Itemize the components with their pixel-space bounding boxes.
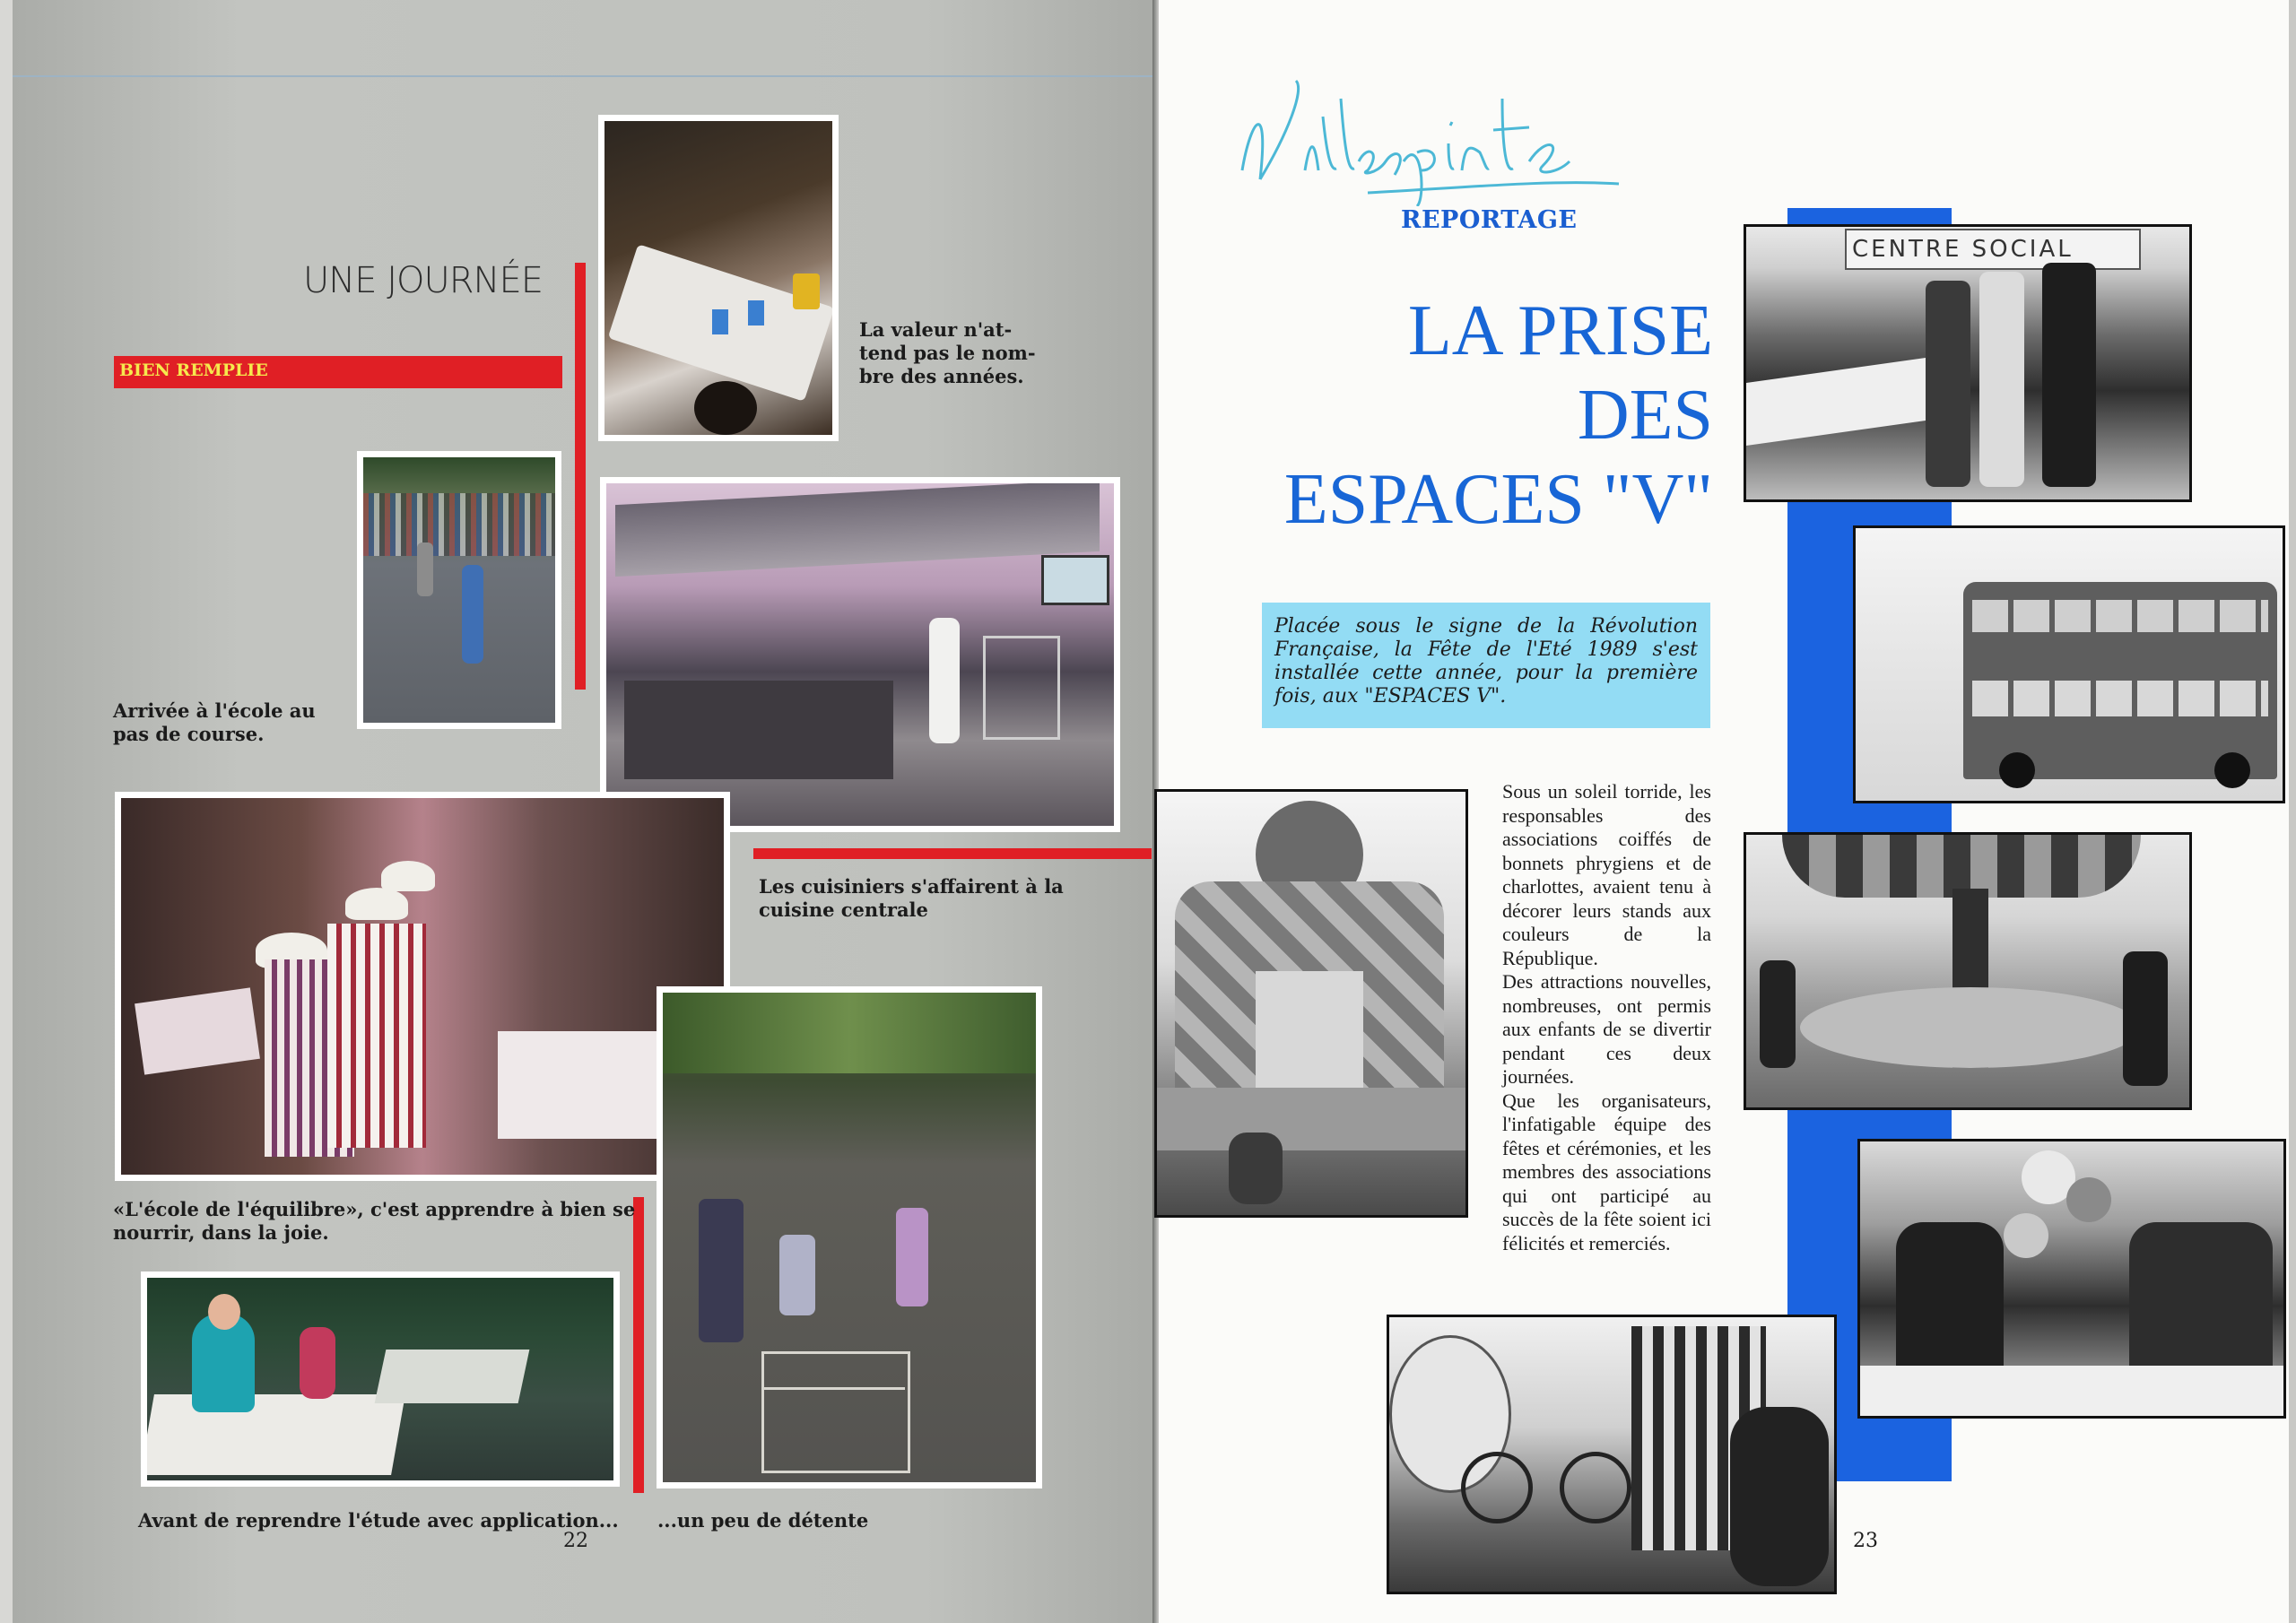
banner-centre-social: CENTRE SOCIAL	[1845, 229, 2141, 270]
photo-central-kitchen	[600, 477, 1120, 832]
caption-arrivee: Arrivée à l'école au pas de course.	[113, 699, 316, 745]
body-paragraph-3: Que les organisateurs, l'infatigable équipe des fêtes et cérémonies, et les membres des associations qui ont participé au succès de la fête soient ici félicités et remerciés.	[1502, 1089, 1711, 1254]
headline	[1247, 289, 1713, 542]
section-label: REPORTAGE	[1401, 206, 1578, 234]
body-paragraph-2: Des attractions nouvelles, nombreuses, ont permis aux enfants de se divertir pendant ces deux journées.	[1502, 970, 1711, 1088]
caption-etude: Avant de reprendre l'étude avec application...	[138, 1509, 619, 1532]
section-subheading: BIEN REMPLIE	[114, 356, 562, 388]
page-top-rule	[13, 75, 1155, 77]
photo-bicycle-race	[1387, 1315, 1837, 1594]
section-heading: UNE JOURNÉE	[303, 260, 544, 301]
photo-carousel	[1744, 832, 2192, 1110]
photo-balloon-stand	[1857, 1139, 2286, 1419]
red-horizontal-bar	[753, 848, 1152, 859]
lede-box: Placée sous le signe de la Révolution Française, la Fête de l'Eté 1989 s'est installée cette année, pour la première fois, aux "ESPACES V".	[1262, 603, 1710, 728]
photo-classroom-children	[598, 115, 839, 441]
photo-stand-crowd	[1744, 224, 2192, 502]
left-paper-edge	[0, 0, 13, 1623]
photo-double-decker-bus	[1853, 525, 2285, 803]
red-vertical-bar	[575, 263, 586, 690]
caption-detente: ...un peu de détente	[657, 1509, 869, 1532]
photo-canteen-service	[115, 792, 730, 1181]
caption-cuisiniers: Les cuisiniers s'affairent à la cuisine centrale	[759, 875, 1064, 921]
page-number-left: 22	[563, 1530, 588, 1552]
photo-inflatable-castle	[1154, 789, 1468, 1218]
article-body	[1502, 780, 1711, 1255]
caption-valeur: La valeur n'at- tend pas le nom- bre des années.	[859, 318, 1036, 387]
photo-classroom-study	[141, 1271, 620, 1487]
right-paper-edge	[2289, 0, 2296, 1623]
page-number-right: 23	[1853, 1530, 1878, 1552]
caption-equilibre: «L'école de l'équilibre», c'est apprendre à bien se nourrir, dans la joie.	[113, 1198, 636, 1244]
body-paragraph-1: Sous un soleil torride, les responsables des associations coiffés de bonnets phrygiens et de charlottes, avaient tenu à décorer leurs stands aux couleurs de la République.	[1502, 780, 1711, 969]
photo-children-running	[357, 451, 561, 729]
headline-line-1: LA PRISE	[1407, 291, 1713, 370]
villepinte-logo	[1233, 63, 1628, 210]
photo-playground-hopscotch	[657, 986, 1042, 1488]
headline-line-3: ESPACES "V"	[1283, 460, 1713, 539]
headline-line-2: DES	[1577, 376, 1713, 455]
